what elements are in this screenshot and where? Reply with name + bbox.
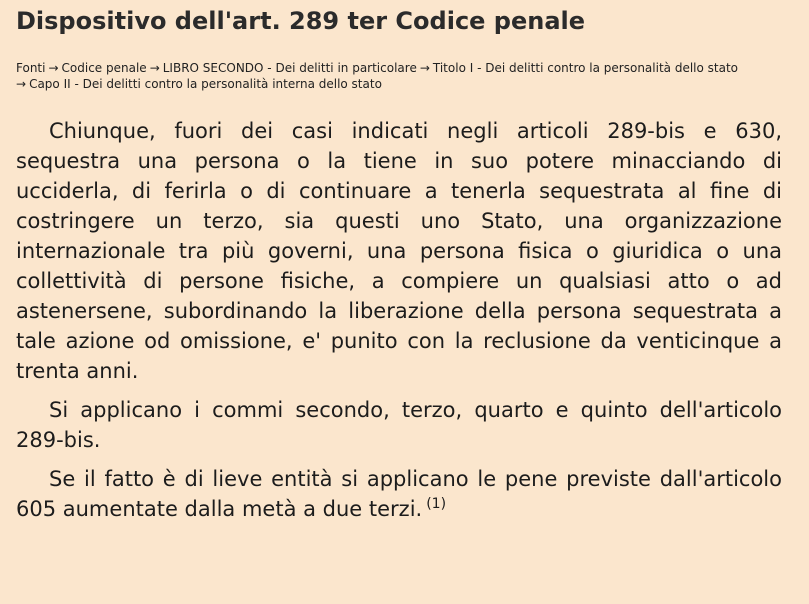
article-paragraph-2: Si applicano i commi secondo, terzo, quarto e quinto dell'articolo 289-bis.: [16, 398, 782, 452]
breadcrumb-item-libro-secondo[interactable]: LIBRO SECONDO - Dei delitti in particolare: [162, 61, 417, 75]
article-paragraph-3: [16, 464, 782, 524]
footnote-link[interactable]: (1): [426, 496, 447, 512]
breadcrumb: [16, 60, 796, 92]
breadcrumb-arrow-icon: →: [48, 61, 59, 75]
breadcrumb-arrow-icon: →: [149, 61, 160, 75]
breadcrumb-item-capo-ii[interactable]: Capo II - Dei delitti contro la personalità interna dello stato: [29, 77, 382, 91]
breadcrumb-item-titolo-i[interactable]: Titolo I - Dei delitti contro la personalità dello stato: [432, 61, 739, 75]
breadcrumb-item-fonti[interactable]: Fonti: [16, 61, 46, 75]
article-paragraph-3-text: Se il fatto è di lieve entità si applicano le pene previste dall'articolo 605 aumentate dalla metà a due terzi.: [16, 467, 782, 521]
breadcrumb-arrow-icon: →: [419, 61, 430, 75]
article-text: [16, 116, 782, 533]
page-title: Dispositivo dell'art. 289 ter Codice penale: [16, 7, 586, 35]
breadcrumb-arrow-icon: →: [16, 77, 27, 91]
breadcrumb-item-codice-penale[interactable]: Codice penale: [61, 61, 147, 75]
article-paragraph-1: Chiunque, fuori dei casi indicati negli articoli 289-bis e 630, sequestra una persona o la tiene in suo potere minacciando di ucciderla, di ferirla o di continuare a tenerla sequestrata al fine di costringere un terzo, sia questi uno Stato, una organizzazione internazionale tra più governi, una persona fisica o giuridica o una collettività di persone fisiche, a compiere un qualsiasi atto o ad astenersene, subordinando la liberazione della persona sequestrata a tale azione od omissione, e' punito con la reclusione da venticinque a trenta anni.: [16, 119, 782, 383]
